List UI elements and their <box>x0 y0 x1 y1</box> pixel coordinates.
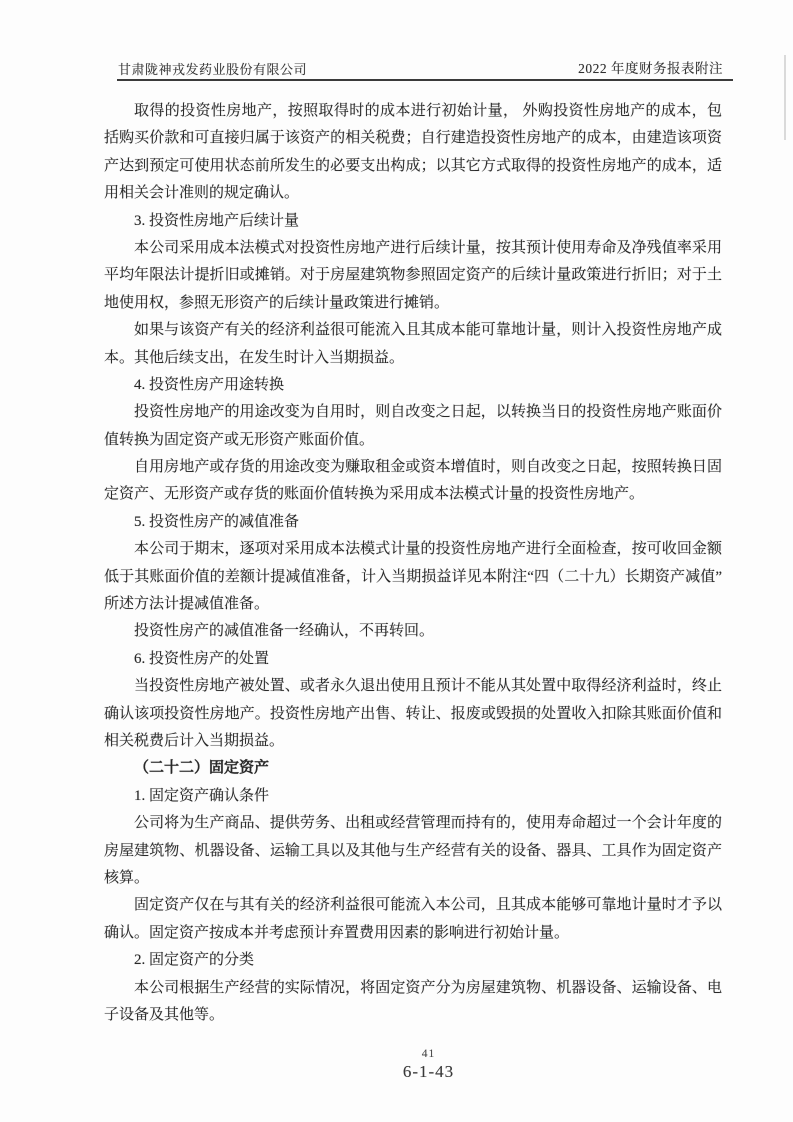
document-page-code: 6-1-43 <box>402 1062 455 1081</box>
text-line: 产达到预定可使用状态前所发生的必要支出构成；以其它方式取得的投资性房地产的成本，适 <box>104 157 722 174</box>
header-divider-rule <box>117 79 733 81</box>
text-line: （二十二）固定资产 <box>134 760 270 777</box>
header-company-name: 甘肃陇神戎发药业股份有限公司 <box>118 62 308 77</box>
footer <box>0 1048 793 1082</box>
text-line: 公司将为生产商品、提供劳务、出租或经营管理而持有的，使用寿命超过一个会计年度的 <box>134 815 722 832</box>
text-line: 4. 投资性房产用途转换 <box>134 376 285 393</box>
text-line: 2. 固定资产的分类 <box>134 952 255 969</box>
text-line: 6. 投资性房产的处置 <box>134 650 270 667</box>
text-line: 用相关会计准则的规定确认。 <box>104 185 300 202</box>
text-line: 地使用权，参照无形资产的后续计量政策进行摊销。 <box>104 294 450 311</box>
text-line: 当投资性房地产被处置、或者永久退出使用且预计不能从其处置中取得经济利益时，终止 <box>134 678 722 695</box>
text-line: 核算。 <box>104 869 150 886</box>
text-line: 如果与该资产有关的经济利益很可能流入且其成本能可靠地计量，则计入投资性房地产成 <box>134 322 722 339</box>
text-line: 本公司根据生产经营的实际情况，将固定资产分为房屋建筑物、机器设备、运输设备、电 <box>134 979 722 996</box>
text-line: 相关税费后计入当期损益。 <box>104 732 285 749</box>
text-line: 自用房地产或存货的用途改变为赚取租金或资本增值时，则自改变之日起，按照转换日固 <box>134 459 722 476</box>
body-text <box>104 98 722 1029</box>
text-line: 子设备及其他等。 <box>104 1006 225 1023</box>
text-line: 确认。固定资产按成本并考虑预计弃置费用因素的影响进行初始计量。 <box>104 924 570 941</box>
text-line: 确认该项投资性房地产。投资性房地产出售、转让、报废或毁损的处置收入扣除其账面价值和 <box>104 705 722 722</box>
text-line: 低于其账面价值的差额计提减值准备，计入当期损益详见本附注“四（二十九）长期资产减值” <box>104 568 722 585</box>
text-line: 定资产、无形资产或存货的账面价值转换为采用成本法模式计量的投资性房地产。 <box>104 486 645 503</box>
text-line: 本公司采用成本法模式对投资性房地产进行后续计量，按其预计使用寿命及净残值率采用 <box>134 239 722 256</box>
text-line: 投资性房地产的用途改变为自用时，则自改变之日起，以转换当日的投资性房地产账面价 <box>134 404 722 421</box>
text-line: 值转换为固定资产或无形资产账面价值。 <box>104 431 375 448</box>
page-number: 41 <box>421 1048 436 1060</box>
text-line: 本公司于期末，逐项对采用成本法模式计量的投资性房地产进行全面检查，按可收回金额 <box>134 541 722 558</box>
text-line: 取得的投资性房地产，按照取得时的成本进行初始计量， 外购投资性房地产的成本，包 <box>134 103 722 119</box>
text-line: 5. 投资性房产的减值准备 <box>134 513 300 530</box>
text-line: 3. 投资性房地产后续计量 <box>134 212 300 229</box>
text-line: 投资性房产的减值准备一经确认，不再转回。 <box>134 623 435 640</box>
text-line: 固定资产仅在与其有关的经济利益很可能流入本公司，且其成本能够可靠地计量时才予以 <box>134 897 722 914</box>
scan-artifact-line <box>784 55 786 140</box>
text-line: 1. 固定资产确认条件 <box>134 787 270 804</box>
text-line: 括购买价款和可直接归属于该资产的相关税费；自行建造投资性房地产的成本，由建造该项资 <box>104 130 722 147</box>
text-line: 本。其他后续支出，在发生时计入当期损益。 <box>104 349 405 366</box>
text-line: 所述方法计提减值准备。 <box>104 596 270 613</box>
header-report-title: 2022 年度财务报表附注 <box>578 61 723 76</box>
text-line: 房屋建筑物、机器设备、运输工具以及其他与生产经营有关的设备、器具、工具作为固定资产 <box>104 842 722 859</box>
text-line: 平均年限法计提折旧或摊销。对于房屋建筑物参照固定资产的后续计量政策进行折旧；对于土 <box>104 267 722 284</box>
